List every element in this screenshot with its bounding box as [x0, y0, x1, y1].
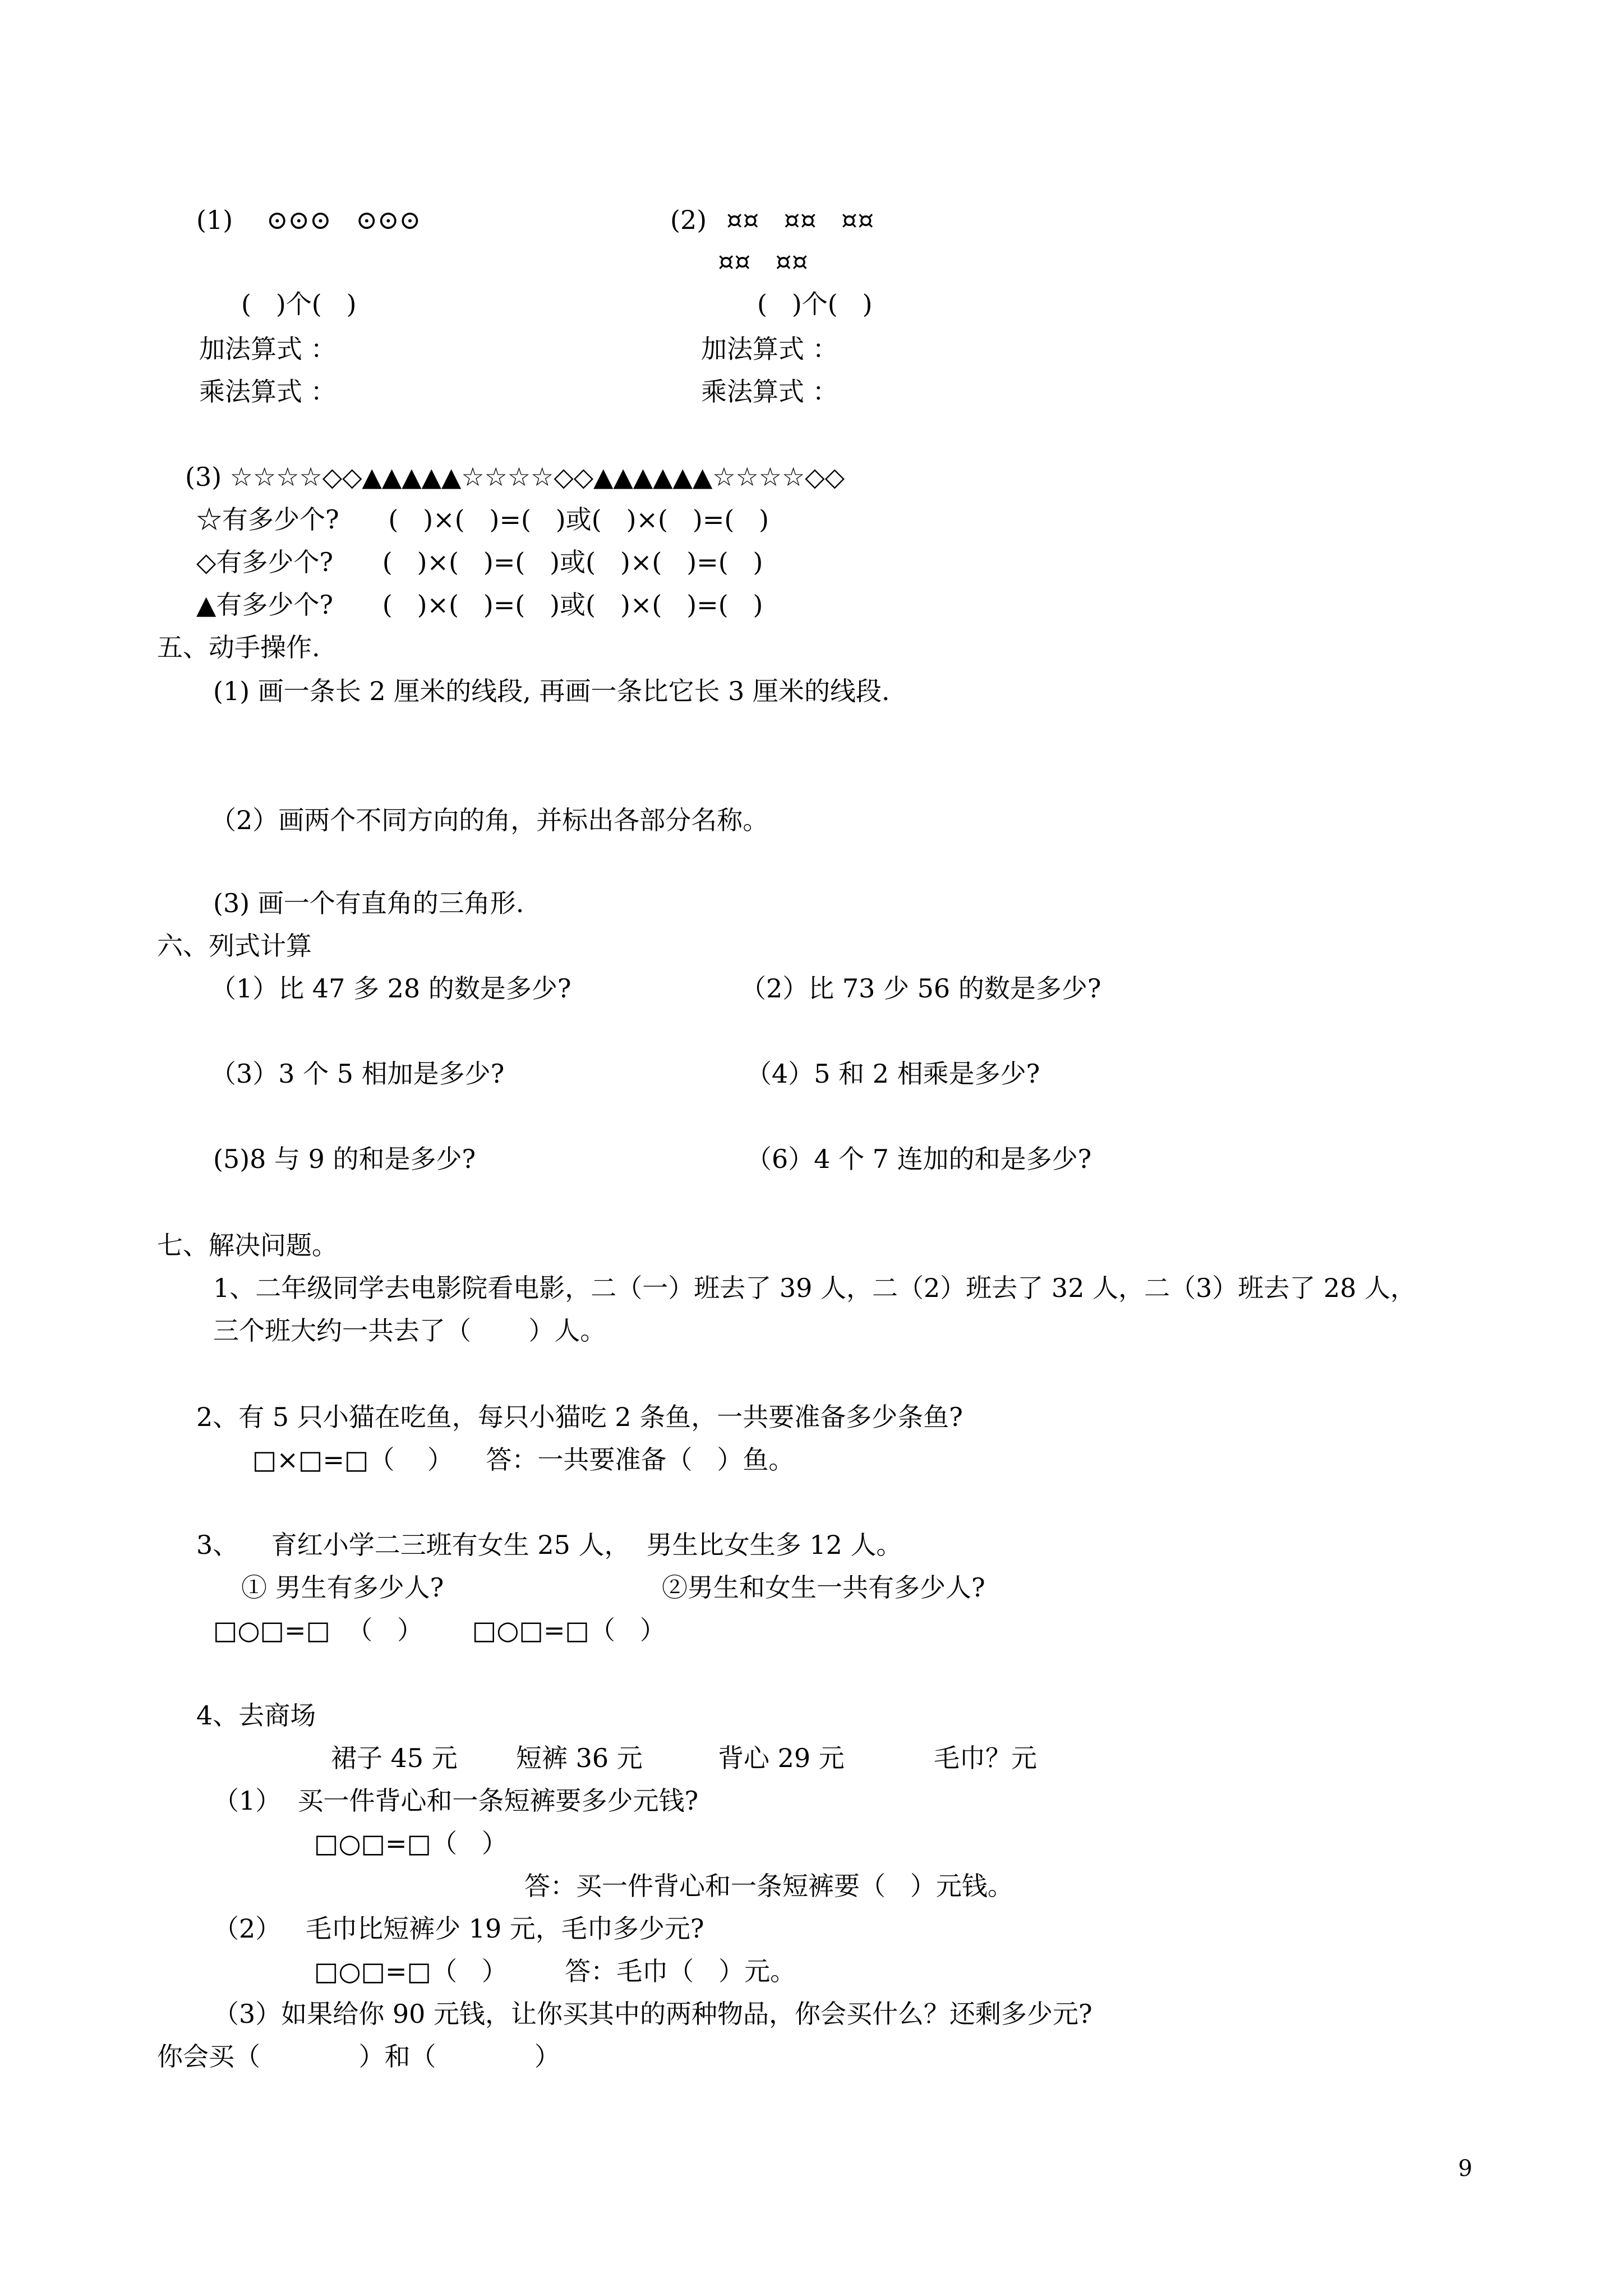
item1-mult-formula: 乘法算式 ： — [199, 376, 336, 407]
section7-p3-question: 3、 育红小学二三班有女生 25 人， 男生比女生多 12 人。 — [196, 1530, 902, 1560]
item2-mult-formula: 乘法算式 ： — [701, 376, 838, 407]
section5-q2: （2）画两个不同方向的角，并标出各部分名称。 — [210, 805, 769, 835]
page-number: 9 — [1458, 2156, 1473, 2182]
section7-p4-q1-formula: □○□=□（ ） — [314, 1828, 508, 1858]
section5-q1: (1) 画一条长 2 厘米的线段, 再画一条比它长 3 厘米的线段. — [213, 676, 890, 706]
section7-p4-q3-answer: 你会买（ ）和（ ） — [157, 2041, 560, 2072]
shop-item-vest: 背心 29 元 — [718, 1743, 845, 1773]
section7-title: 七、解决问题。 — [157, 1230, 338, 1260]
section7-p2-formula: □×□=□（ ） 答：一共要准备（ ）鱼。 — [252, 1444, 795, 1475]
item1-add-formula: 加法算式 ： — [199, 334, 336, 364]
item1-symbols: ⊙⊙⊙ ⊙⊙⊙ — [266, 205, 421, 235]
section7-p3-sub1: ① 男生有多少人? — [241, 1572, 444, 1603]
shop-item-skirt: 裙子 45 元 — [331, 1743, 458, 1773]
section7-p4-q1-answer: 答：买一件背心和一条短裤要（ ）元钱。 — [524, 1871, 1013, 1901]
section5-title: 五、动手操作. — [157, 632, 320, 662]
item2-label: (2) — [670, 205, 707, 235]
section6-q3: （3）3 个 5 相加是多少? — [210, 1059, 505, 1089]
item3-row-triangle: ▲有多少个? ( )×( )=( )或( )×( )=( ) — [196, 590, 763, 620]
section7-p1-line1: 1、二年级同学去电影院看电影，二（一）班去了 39 人，二（2）班去了 32 人，二（3）班去了 28 人， — [213, 1273, 1417, 1303]
section7-p4-q1: （1） 买一件背心和一条短裤要多少元钱? — [213, 1786, 699, 1816]
item3-row-star: ☆有多少个? ( )×( )=( )或( )×( )=( ) — [196, 504, 769, 535]
item3-row-diamond: ◇有多少个? ( )×( )=( )或( )×( )=( ) — [196, 547, 763, 577]
item3-sequence: (3) ☆☆☆☆◇◇▲▲▲▲▲☆☆☆☆◇◇▲▲▲▲▲▲☆☆☆☆◇◇ — [185, 462, 845, 492]
section7-p4-q2-formula: □○□=□（ ） 答：毛巾（ ）元。 — [314, 1956, 796, 1986]
section5-q3: (3) 画一个有直角的三角形. — [213, 888, 524, 918]
shop-item-shorts: 短裤 36 元 — [516, 1743, 643, 1773]
section6-q6: （6）4 个 7 连加的和是多少? — [746, 1144, 1092, 1174]
item2-add-formula: 加法算式 ： — [701, 334, 838, 364]
section7-p4-q3: （3）如果给你 90 元钱，让你买其中的两种物品，你会买什么？还剩多少元? — [213, 1999, 1092, 2029]
section6-q4: （4）5 和 2 相乘是多少? — [746, 1059, 1040, 1089]
section7-p4-title: 4、去商场 — [196, 1700, 316, 1731]
section7-p4-q2: （2） 毛巾比短裤少 19 元，毛巾多少元? — [213, 1913, 704, 1944]
item1-groups-blank: ( )个( ) — [241, 289, 357, 319]
item2-symbols-row1: ¤¤ ¤¤ ¤¤ — [726, 205, 874, 235]
shop-item-towel: 毛巾？元 — [934, 1743, 1037, 1773]
section6-q2: （2）比 73 少 56 的数是多少? — [740, 973, 1101, 1004]
section7-p2-question: 2、有 5 只小猫在吃鱼，每只小猫吃 2 条鱼，一共要准备多少条鱼? — [196, 1402, 963, 1432]
section6-q5: (5)8 与 9 的和是多少? — [213, 1144, 476, 1174]
section7-p1-line2: 三个班大约一共去了（ ）人。 — [213, 1315, 606, 1346]
item1-label: (1) — [196, 205, 233, 235]
item2-groups-blank: ( )个( ) — [757, 289, 873, 319]
section6-title: 六、列式计算 — [157, 931, 312, 961]
section6-q1: （1）比 47 多 28 的数是多少? — [210, 973, 571, 1004]
item2-symbols-row2: ¤¤ ¤¤ — [718, 246, 808, 277]
section7-p3-formula: □○□=□ （ ） □○□=□（ ） — [213, 1615, 666, 1645]
section7-p3-sub2: ②男生和女生一共有多少人? — [662, 1572, 985, 1603]
